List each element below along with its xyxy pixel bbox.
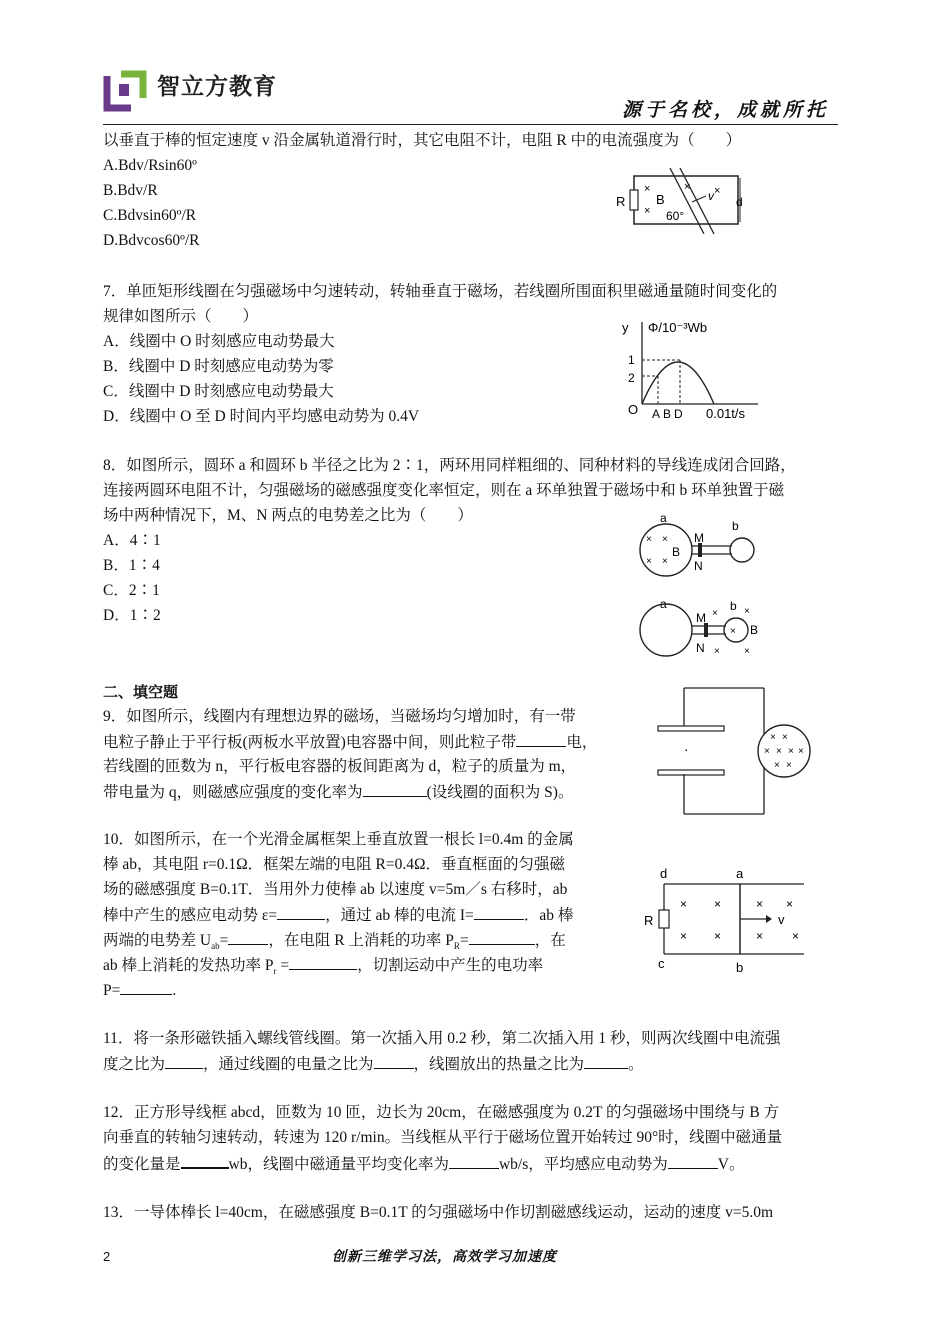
q11-line1: 11．将一条形磁铁插入螺线管线圈。第一次插入用 0.2 秒，第二次插入用 1 秒，则两次线圈中电流强	[103, 1030, 781, 1047]
q6-option-a: A.Bdv/Rsin60º	[103, 157, 197, 174]
q9-line4: 带电量为 q，则磁感应强度的变化率为 (设线圈的面积为 S)。	[103, 784, 574, 801]
svg-text:R: R	[644, 913, 654, 928]
q8-line3: 场中两种情况下，M、N 两点的电势差之比为（ ）	[103, 507, 473, 524]
svg-text:c: c	[658, 956, 665, 971]
q7-line1: 7．单匝矩形线圈在匀强磁场中匀速转动，转轴垂直于磁场，若线圈所围面积里磁通量随时间变化的	[103, 283, 778, 300]
svg-text:×: ×	[712, 608, 718, 619]
q8-option-c: C．2∶1	[103, 582, 160, 599]
svg-text:N: N	[694, 559, 703, 573]
q10-figure	[640, 862, 810, 974]
q13-line1: 13．一导体棒长 l=40cm，在磁感强度 B=0.1T 的匀强磁场中作切割磁感线运动，运动的速度 v=5.0m	[103, 1204, 774, 1221]
q6-option-d: D.Bdvcos60º/R	[103, 232, 200, 249]
svg-text:×: ×	[644, 205, 651, 217]
svg-text:×: ×	[798, 746, 804, 757]
q10-line3: 场的磁感强度 B=0.1T．当用外力使棒 ab 以速度 v=5m／s 右移时，ab	[103, 881, 568, 898]
svg-text:×: ×	[776, 746, 782, 757]
svg-text:×: ×	[792, 929, 800, 943]
svg-text:×: ×	[756, 897, 764, 911]
q6-fig-r: R	[616, 194, 626, 209]
q10-line1: 10．如图所示，在一个光滑金属框架上垂直放置一根长 l=0.4m 的金属	[103, 831, 574, 848]
q7-option-c: C．线圈中 D 时刻感应电动势最大	[103, 383, 334, 400]
q8-figures	[632, 512, 782, 664]
footer-slogan: 创新三维学习法，高效学习加速度	[332, 1249, 557, 1265]
q8-line1: 8．如图所示，圆环 a 和圆环 b 半径之比为 2∶1，两环用同样粗细的、同种材料的导线连成闭合回路，	[103, 457, 796, 474]
svg-text:×: ×	[680, 897, 688, 911]
q7-figure	[618, 310, 768, 425]
q8-option-d: D．1∶2	[103, 607, 161, 624]
svg-text:1: 1	[628, 353, 635, 367]
q9-line1: 9．如图所示，线圈内有理想边界的磁场，当磁场均匀增加时，有一带	[103, 708, 576, 725]
q10-line5: 两端的电势差 $U_{ab}=$ ，在电阻 R 上消耗的功率 $P_R=$ ，在	[103, 932, 566, 952]
svg-text:×: ×	[662, 534, 668, 545]
svg-text:×: ×	[714, 646, 720, 657]
svg-text:×: ×	[646, 556, 652, 567]
q8-option-b: B．1∶4	[103, 557, 160, 574]
q9-figure	[652, 684, 814, 818]
svg-text:×: ×	[774, 760, 780, 771]
svg-text:a: a	[736, 866, 744, 881]
q12-line1: 12．正方形导线框 abcd，匝数为 10 匝，边长为 20cm，在磁感强度为 0.2T 的匀强磁场中围绕与 B 方	[103, 1104, 780, 1121]
svg-text:×: ×	[684, 181, 691, 193]
q7-option-d: D．线圈中 O 至 D 时间内平均感电动势为 0.4V	[103, 408, 420, 425]
svg-text:M: M	[694, 531, 704, 545]
svg-text:×: ×	[714, 929, 722, 943]
svg-text:B: B	[656, 192, 665, 207]
page-number: 2	[103, 1249, 111, 1264]
q10-line4: 棒中产生的感应电动势 ε= ，通过 ab 棒的电流 I= ．ab 棒	[103, 907, 574, 924]
q8-line2: 连接两圆环电阻不计，匀强磁场的磁感强度变化率恒定，则在 a 环单独置于磁场中和 b 环单独置于磁	[103, 482, 785, 499]
svg-text:a: a	[660, 597, 667, 611]
header-rule	[103, 124, 838, 125]
svg-text:Φ/10⁻³Wb: Φ/10⁻³Wb	[648, 320, 708, 335]
svg-text:60°: 60°	[666, 209, 685, 223]
svg-text:×: ×	[786, 760, 792, 771]
svg-text:0.01t/s: 0.01t/s	[706, 406, 746, 421]
q6-option-b: B.Bdv/R	[103, 182, 158, 199]
q9-line3: 若线圈的匝数为 n，平行板电容器的板间距离为 d，粒子的质量为 m，	[103, 758, 577, 775]
section-fill-in-title: 二、填空题	[103, 683, 179, 701]
q11-line2: 度之比为 ，通过线圈的电量之比为 ，线圈放出的热量之比为 。	[103, 1056, 644, 1073]
q9-line2: 电粒子静止于平行板(两板水平放置)电容器中间，则此粒子带 电，	[103, 734, 598, 751]
svg-text:×: ×	[662, 556, 668, 567]
svg-text:×: ×	[770, 732, 776, 743]
logo-text: 智立方教育	[157, 74, 277, 100]
svg-text:b: b	[730, 599, 737, 613]
svg-text:B: B	[750, 623, 759, 637]
logo-icon	[103, 68, 147, 112]
q7-line2: 规律如图所示（ ）	[103, 308, 259, 325]
svg-text:×: ×	[786, 897, 794, 911]
svg-text:×: ×	[644, 183, 651, 195]
q12-line3: 的变化量是 wb，线圈中磁通量平均变化率为 wb/s，平均感应电动势为 V。	[103, 1153, 744, 1175]
svg-text:N: N	[696, 641, 705, 655]
svg-text:×: ×	[680, 929, 688, 943]
q8-option-a: A．4∶1	[103, 532, 161, 549]
svg-text:M: M	[696, 611, 706, 625]
svg-text:×: ×	[744, 646, 750, 657]
svg-text:b: b	[736, 960, 744, 974]
svg-text:×: ×	[646, 534, 652, 545]
svg-text:×: ×	[714, 897, 722, 911]
svg-text:v: v	[778, 912, 785, 927]
svg-text:ABD: ABD	[652, 407, 686, 421]
svg-text:y: y	[622, 320, 629, 335]
q6-option-c: C.Bdvsin60º/R	[103, 207, 197, 224]
svg-text:×: ×	[764, 746, 770, 757]
svg-text:·: ·	[684, 741, 689, 757]
svg-text:×: ×	[744, 606, 750, 617]
svg-text:d: d	[736, 195, 743, 209]
q6-line1: 以垂直于棒的恒定速度 v 沿金属轨道滑行时，其它电阻不计，电阻 R 中的电流强度为（ ）	[103, 132, 742, 149]
svg-text:×: ×	[782, 732, 788, 743]
svg-text:a: a	[660, 512, 667, 525]
svg-text:d: d	[660, 866, 668, 881]
svg-text:×: ×	[730, 626, 736, 637]
q10-line6: ab 棒上消耗的发热功率 $P_r$ = ，切割运动中产生的电功率	[103, 957, 544, 977]
q10-line7: P= .	[103, 982, 177, 999]
svg-text:2: 2	[628, 371, 635, 385]
svg-text:×: ×	[756, 929, 764, 943]
svg-text:v: v	[708, 189, 714, 203]
svg-text:×: ×	[788, 746, 794, 757]
q6-figure	[612, 168, 752, 234]
svg-text:×: ×	[714, 185, 721, 197]
logo	[103, 68, 147, 112]
svg-text:O: O	[628, 402, 639, 417]
header-slogan: 源于名校，成就所托	[622, 99, 830, 121]
svg-text:B: B	[672, 545, 681, 559]
q10-line2: 棒 ab，其电阻 r=0.1Ω．框架左端的电阻 R=0.4Ω．垂直框面的匀强磁	[103, 856, 566, 873]
q12-line2: 向垂直的转轴匀速转动，转速为 120 r/min。当线框从平行于磁场位置开始转过 90°时，线圈中磁通量	[103, 1129, 783, 1146]
q7-option-a: A．线圈中 O 时刻感应电动势最大	[103, 333, 335, 350]
q7-option-b: B．线圈中 D 时刻感应电动势为零	[103, 358, 334, 375]
svg-text:b: b	[732, 519, 739, 533]
